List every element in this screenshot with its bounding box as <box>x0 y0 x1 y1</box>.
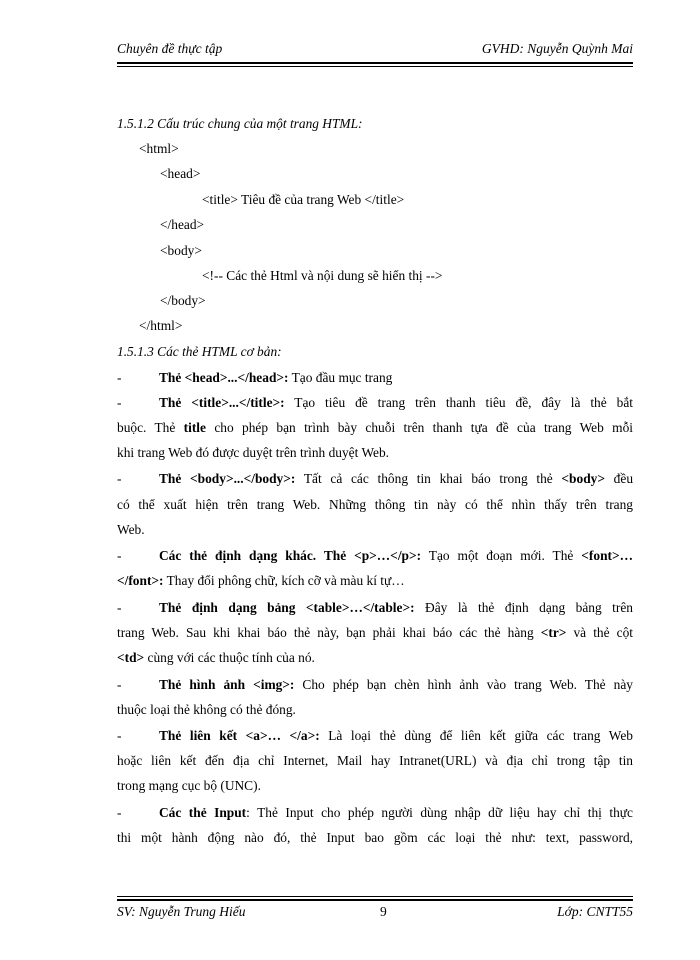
list-dash: - <box>117 728 122 743</box>
header-rule <box>117 62 633 64</box>
item-text: Tạo tiêu đề trang trên thanh tiêu đề, đây là thẻ bắt <box>284 395 633 410</box>
list-item-input-line2: thi một hành động nào đó, thẻ Input bao gồm các loại thẻ như: text, password, <box>117 830 633 845</box>
code-line: <head> <box>160 166 201 181</box>
item-text: Tất cả các thông tin khai báo trong thẻ <box>295 471 562 486</box>
list-dash: - <box>117 600 122 615</box>
item-term: Các thẻ định dạng khác. Thẻ <p>…</p>: <box>159 548 422 563</box>
code-line: <html> <box>139 141 179 156</box>
code-line: <title> Tiêu đề của trang Web </title> <box>202 192 405 207</box>
footer-left: SV: Nguyễn Trung Hiếu <box>117 904 246 919</box>
item-term: title <box>183 420 206 435</box>
item-term: Thẻ <title>...</title>: <box>159 395 285 410</box>
item-term: <font>… <box>581 548 633 563</box>
list-item-link-line2: hoặc liên kết đến địa chỉ Internet, Mail hay Intranet(URL) và địa chỉ trong tập tin <box>117 753 633 768</box>
item-text: trang Web. Sau khi khai báo thẻ này, bạn phải khai báo các thẻ hàng <box>117 625 541 640</box>
item-text: Đây là thẻ định dạng bảng trên <box>414 600 633 615</box>
item-text: Cho phép bạn chèn hình ảnh vào trang Web. Thẻ này <box>294 677 633 692</box>
list-item-body <box>159 470 633 488</box>
code-line: </html> <box>139 318 183 333</box>
footer-rule <box>117 899 633 901</box>
item-term: Thẻ liên kết <a>… </a>: <box>159 728 320 743</box>
list-item-body-line3: Web. <box>117 522 145 537</box>
list-item-input <box>159 804 633 822</box>
item-text: cùng với các thuộc tính của nó. <box>144 650 315 665</box>
item-term: Thẻ <head>...</head>: <box>159 370 289 385</box>
list-item-title <box>159 394 633 412</box>
item-text: Thay đổi phông chữ, kích cỡ và màu kí tự… <box>163 573 405 588</box>
header-right: GVHD: Nguyễn Quỳnh Mai <box>481 41 633 56</box>
item-term: </font>: <box>117 573 164 588</box>
list-item-format-line2 <box>117 572 405 590</box>
code-line: </body> <box>160 293 206 308</box>
list-item-table-line2 <box>117 624 633 642</box>
list-dash: - <box>117 805 122 820</box>
item-text: và thẻ cột <box>566 625 633 640</box>
list-item-table <box>159 599 633 617</box>
item-term: <td> <box>117 650 145 665</box>
header-left: Chuyên đề thực tập <box>117 41 223 56</box>
item-term: <body> <box>561 471 605 486</box>
list-item-title-line3: khi trang Web đó được duyệt trên trình duyệt Web. <box>117 445 390 460</box>
list-item-link <box>159 727 633 745</box>
footer-right: Lớp: CNTT55 <box>557 904 633 919</box>
item-text: : Thẻ Input cho phép người dùng nhập dữ liệu hay chỉ thị thực <box>246 805 633 820</box>
list-item-table-line3 <box>117 649 315 667</box>
code-line: </head> <box>160 217 205 232</box>
code-line: <!-- Các thẻ Html và nội dung sẽ hiển thị --> <box>202 268 443 283</box>
list-dash: - <box>117 548 122 563</box>
page-number: 9 <box>380 904 387 919</box>
list-item-head <box>159 369 392 387</box>
item-term: Thẻ định dạng bảng <table>…</table>: <box>159 600 415 615</box>
item-term: Thẻ hình ảnh <img>: <box>159 677 295 692</box>
list-item-body-line2: có thể xuất hiện trên trang Web. Những thông tin này có thể nhìn thấy trên trang <box>117 497 633 512</box>
list-dash: - <box>117 395 122 410</box>
list-item-title-line2 <box>117 419 633 437</box>
item-text: đều <box>604 471 634 486</box>
code-line: <body> <box>160 243 202 258</box>
header-rule-thin <box>117 66 633 67</box>
item-term: Các thẻ Input <box>159 805 247 820</box>
item-term: <tr> <box>540 625 567 640</box>
item-text: buộc. Thẻ <box>117 420 184 435</box>
list-item-link-line3: trong mạng cục bộ (UNC). <box>117 778 261 793</box>
item-text: Tạo đầu mục trang <box>288 370 393 385</box>
section-heading-basic-tags: 1.5.1.3 Các thẻ HTML cơ bản: <box>117 344 282 359</box>
list-item-img <box>159 676 633 694</box>
list-item-img-line2: thuộc loại thẻ không có thẻ đóng. <box>117 702 296 717</box>
item-text: cho phép bạn trình bày chuỗi trên thanh tựa đề của trang Web mỗi <box>205 420 633 435</box>
footer-rule-thin <box>117 896 633 897</box>
list-dash: - <box>117 471 122 486</box>
list-dash: - <box>117 370 122 385</box>
item-text: Tạo một đoạn mới. Thẻ <box>421 548 582 563</box>
list-dash: - <box>117 677 122 692</box>
item-term: Thẻ <body>...</body>: <box>159 471 296 486</box>
item-text: Là loại thẻ dùng để liên kết giữa các trang Web <box>319 728 633 743</box>
list-item-format <box>159 547 633 565</box>
section-heading-structure: 1.5.1.2 Cấu trúc chung của một trang HTML: <box>117 116 363 131</box>
